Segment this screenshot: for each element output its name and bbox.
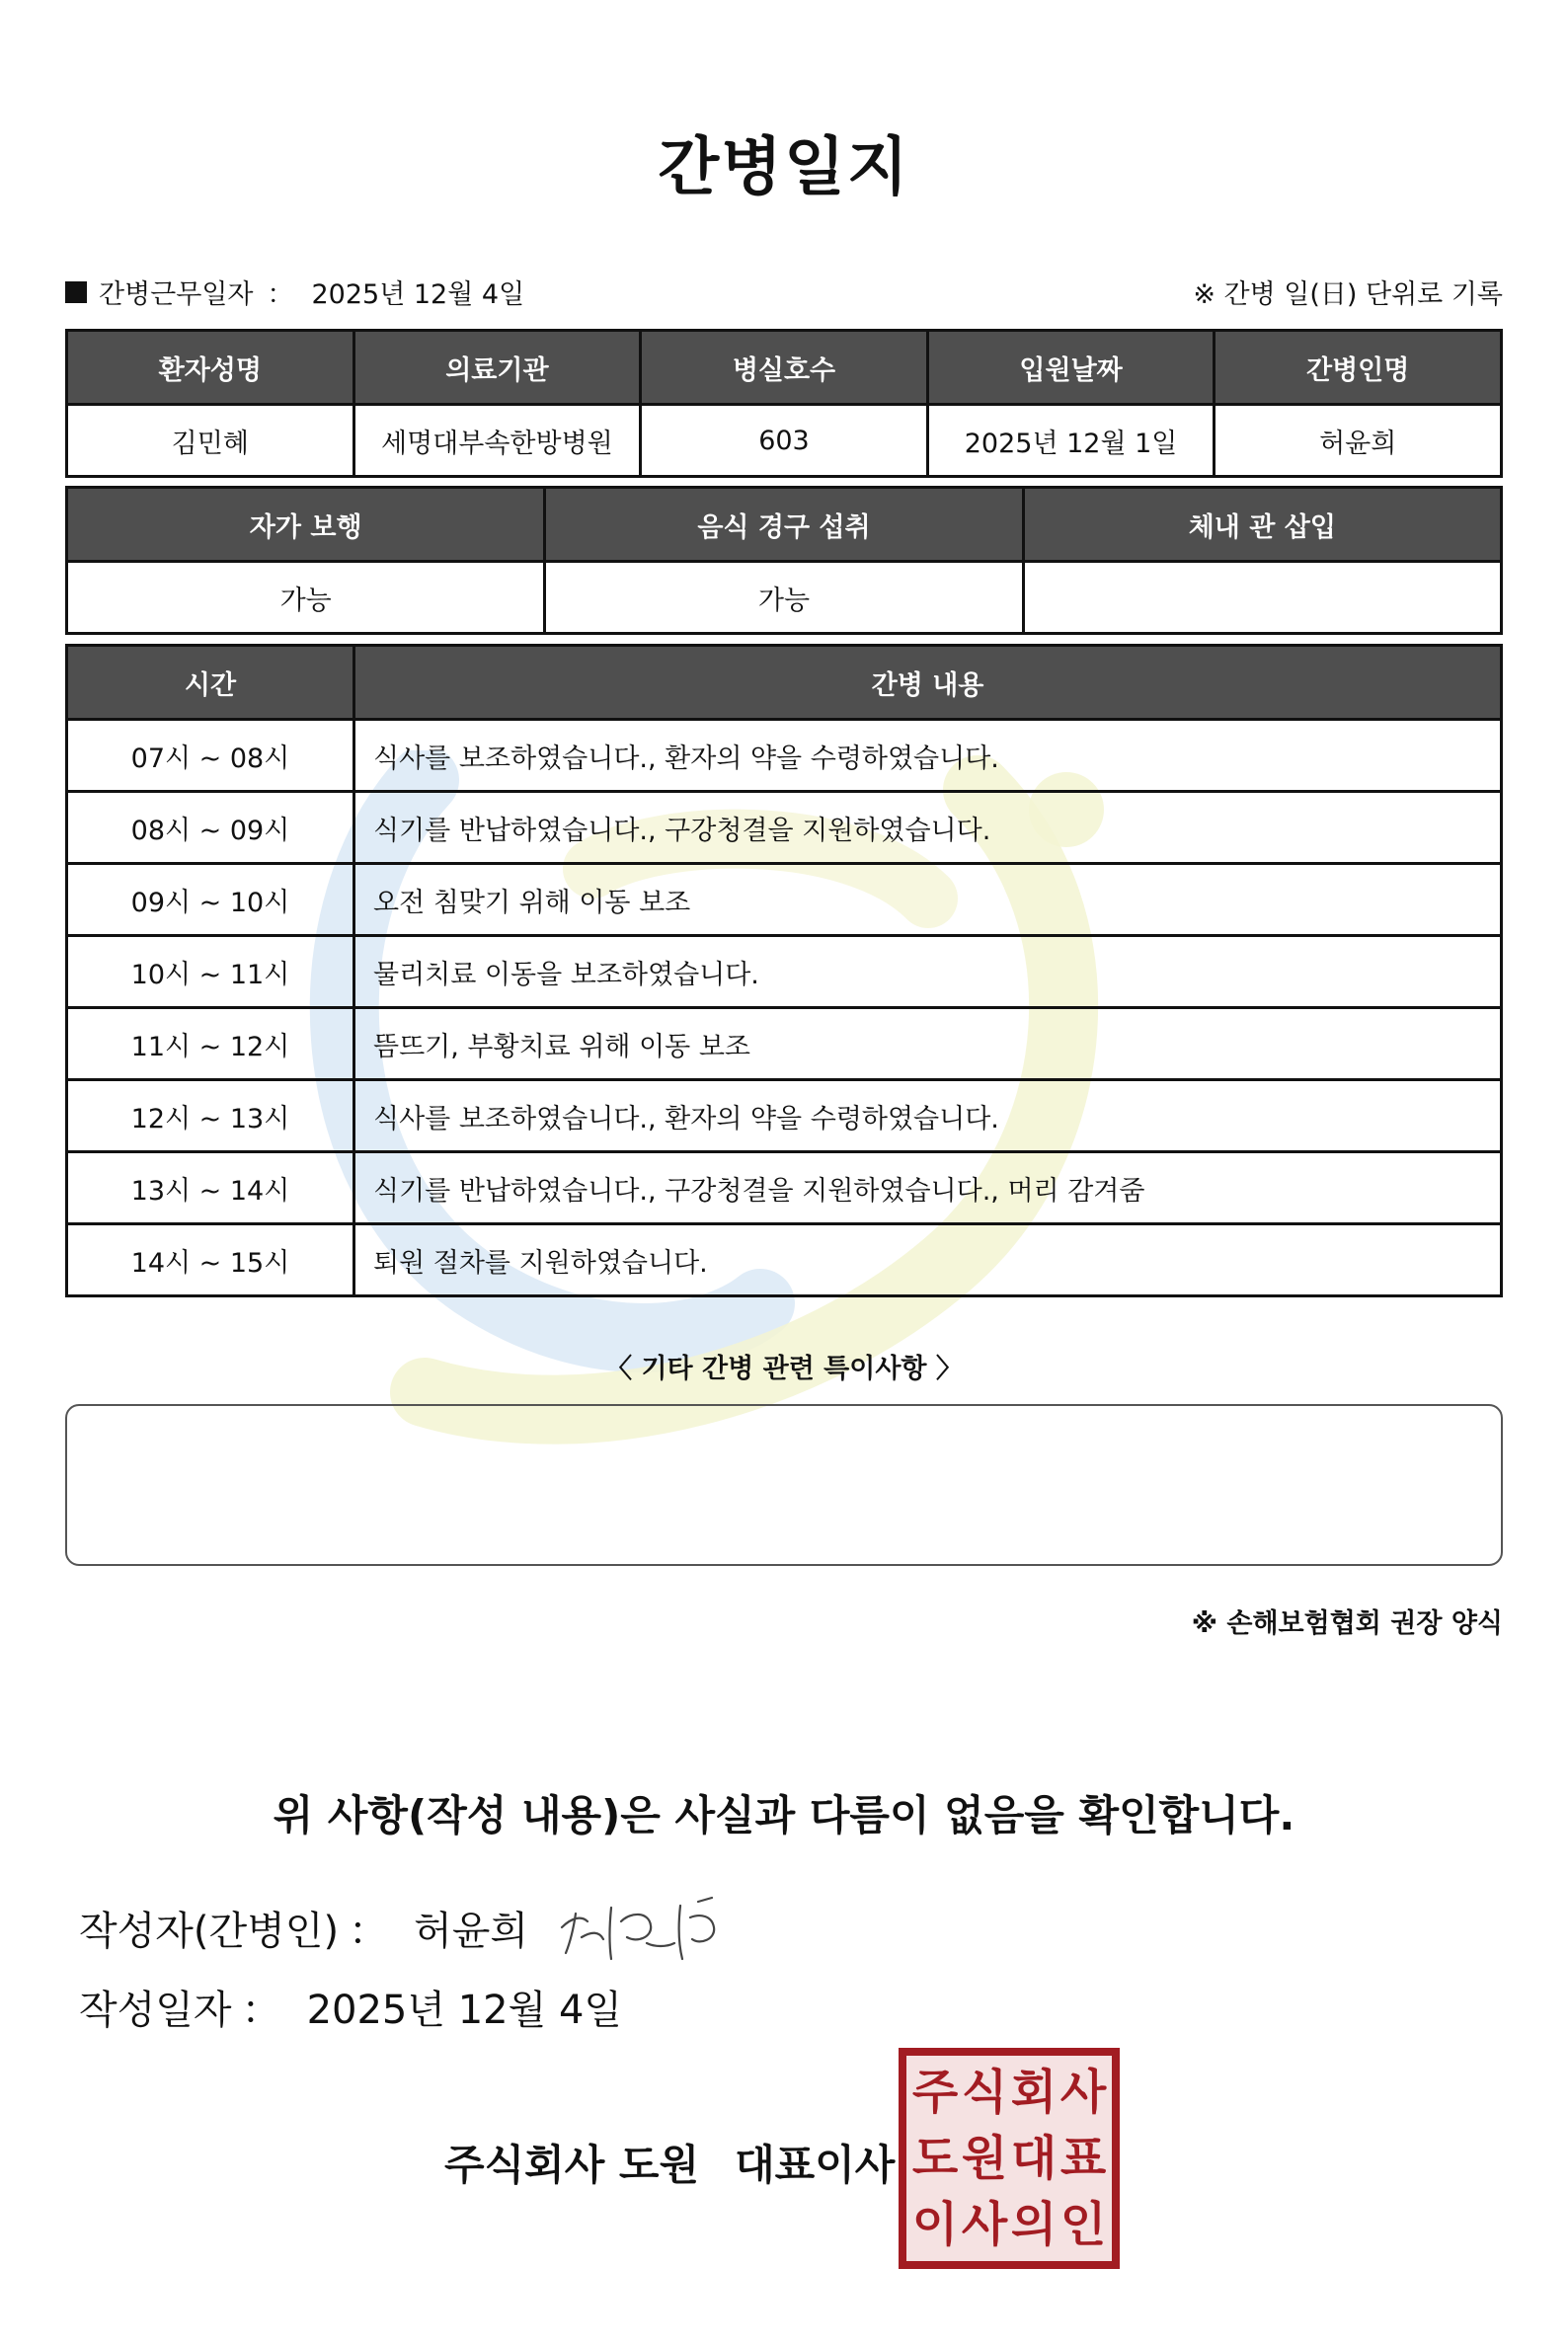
table-row <box>67 792 1502 864</box>
content-cell: 식사를 보조하였습니다., 환자의 약을 수령하였습니다. <box>354 720 1502 792</box>
table-row <box>67 1152 1502 1224</box>
header-tube-insertion: 체내 관 삽입 <box>1023 488 1501 562</box>
seal-char: 대 <box>1010 2130 1058 2186</box>
handwritten-signature <box>552 1888 730 1967</box>
care-log-table <box>65 644 1503 1297</box>
content-cell: 퇴원 절차를 지원하였습니다. <box>354 1224 1502 1296</box>
seal-char: 주 <box>911 2065 959 2121</box>
institution: 세명대부속한방병원 <box>353 405 641 477</box>
header-patient-name: 환자성명 <box>67 331 354 405</box>
content-cell: 식기를 반납하였습니다., 구강청결을 지원하였습니다. <box>354 792 1502 864</box>
header-self-walking: 자가 보행 <box>67 488 545 562</box>
header-institution: 의료기관 <box>353 331 641 405</box>
time-cell: 10시 ~ 11시 <box>67 936 354 1008</box>
header-care-content: 간병 내용 <box>354 646 1502 720</box>
seal-char: 사 <box>1059 2065 1107 2121</box>
seal-char: 이 <box>911 2196 959 2252</box>
header-room-number: 병실호수 <box>641 331 928 405</box>
admission-date: 2025년 12월 1일 <box>927 405 1215 477</box>
seal-char: 인 <box>1059 2196 1107 2252</box>
company-line <box>444 2133 895 2192</box>
time-cell: 14시 ~ 15시 <box>67 1224 354 1296</box>
self-walking-value: 가능 <box>67 562 545 634</box>
seal-char: 도 <box>911 2130 959 2186</box>
patient-info-table <box>65 329 1503 478</box>
room-number: 603 <box>641 405 928 477</box>
table-row <box>67 720 1502 792</box>
time-cell: 07시 ~ 08시 <box>67 720 354 792</box>
work-date-colon: ： <box>267 279 294 310</box>
table-row <box>67 1224 1502 1296</box>
page-title: 간병일지 <box>658 131 910 204</box>
time-cell: 08시 ~ 09시 <box>67 792 354 864</box>
remarks-box <box>65 1404 1503 1566</box>
written-date-value: 2025년 12월 4일 <box>306 1988 623 2033</box>
content-cell: 오전 침맞기 위해 이동 보조 <box>354 864 1502 936</box>
table-row <box>67 864 1502 936</box>
header-oral-intake: 음식 경구 섭취 <box>545 488 1023 562</box>
time-cell: 13시 ~ 14시 <box>67 1152 354 1224</box>
header-time: 시간 <box>67 646 354 720</box>
written-date-line <box>79 1979 622 2035</box>
oral-intake-value: 가능 <box>545 562 1023 634</box>
seal-char: 원 <box>961 2130 1008 2186</box>
remarks-title: 〈 기타 간병 관련 특이사항 〉 <box>605 1354 963 1384</box>
table-row <box>67 405 1502 477</box>
company-name: 주식회사 도원 <box>444 2141 700 2189</box>
time-cell: 11시 ~ 12시 <box>67 1008 354 1080</box>
table-header-row <box>67 646 1502 720</box>
header-admission-date: 입원날짜 <box>927 331 1215 405</box>
time-cell: 09시 ~ 10시 <box>67 864 354 936</box>
caregiver-name: 허윤희 <box>1215 405 1502 477</box>
table-header-row <box>67 331 1502 405</box>
work-date-value: 2025년 12월 4일 <box>311 279 525 310</box>
ceo-title: 대표이사 <box>735 2141 896 2189</box>
patient-status-table <box>65 486 1503 635</box>
time-cell: 12시 ~ 13시 <box>67 1080 354 1152</box>
writer-line <box>79 1888 730 1967</box>
content-cell: 식기를 반납하였습니다., 구강청결을 지원하였습니다., 머리 감겨줌 <box>354 1152 1502 1224</box>
seal-char: 식 <box>961 2065 1008 2121</box>
written-date-label: 작성일자 <box>79 1988 232 2033</box>
work-date <box>65 273 524 311</box>
table-header-row <box>67 488 1502 562</box>
header-caregiver-name: 간병인명 <box>1215 331 1502 405</box>
seal-char: 의 <box>1010 2196 1058 2252</box>
seal-char: 회 <box>1010 2065 1058 2121</box>
table-row <box>67 1080 1502 1152</box>
company-seal-stamp <box>899 2048 1120 2269</box>
writer-colon: ： <box>349 1908 389 1954</box>
form-note: ※ 손해보험협회 권장 양식 <box>1191 1608 1503 1639</box>
table-row <box>67 562 1502 634</box>
patient-name: 김민혜 <box>67 405 354 477</box>
content-cell: 뜸뜨기, 부황치료 위해 이동 보조 <box>354 1008 1502 1080</box>
tube-insertion-value <box>1023 562 1501 634</box>
writer-name: 허윤희 <box>414 1908 528 1954</box>
table-row <box>67 1008 1502 1080</box>
square-bullet-icon <box>65 281 87 303</box>
written-date-colon: ： <box>241 1988 281 2033</box>
seal-char: 표 <box>1059 2130 1107 2186</box>
confirmation-statement: 위 사항(작성 내용)은 사실과 다름이 없음을 확인합니다. <box>273 1791 1295 1839</box>
content-cell: 물리치료 이동을 보조하였습니다. <box>354 936 1502 1008</box>
writer-label: 작성자(간병인) <box>79 1908 340 1954</box>
unit-note: ※ 간병 일(日) 단위로 기록 <box>1193 279 1503 310</box>
table-row <box>67 936 1502 1008</box>
content-cell: 식사를 보조하였습니다., 환자의 약을 수령하였습니다. <box>354 1080 1502 1152</box>
work-date-label: 간병근무일자 <box>99 279 254 310</box>
seal-char: 사 <box>961 2196 1008 2252</box>
